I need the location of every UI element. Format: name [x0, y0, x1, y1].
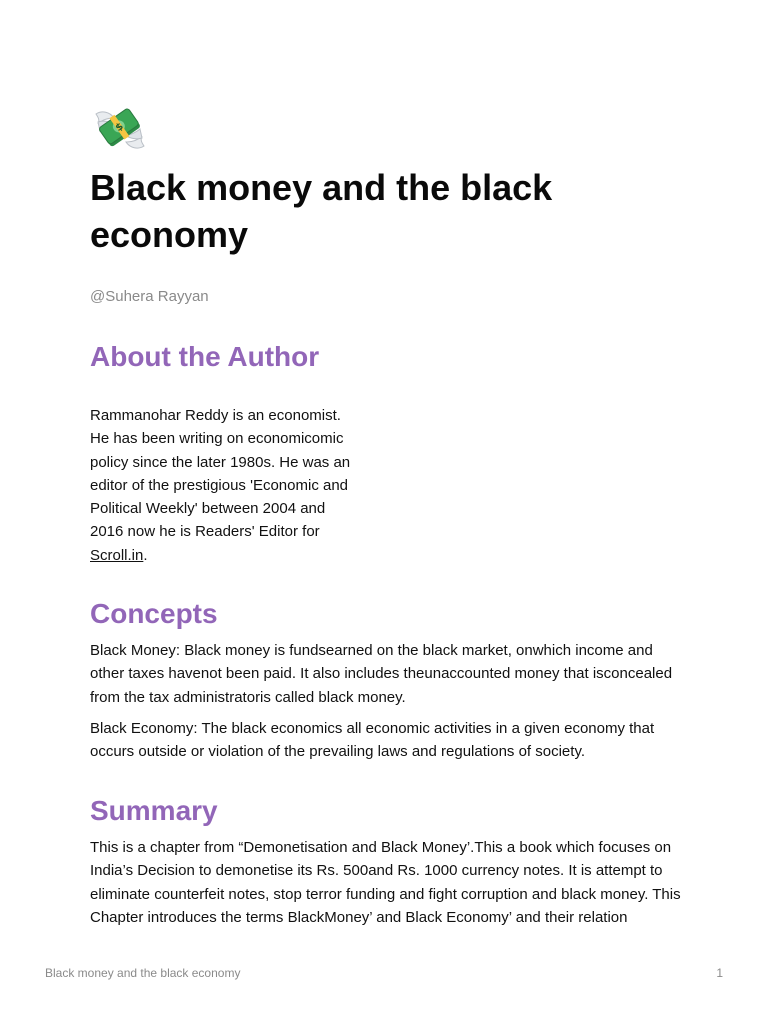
- concept-black-economy: Black Economy: The black economics all economic activities in a given economy that occurs outside or violation of the prevailing laws and regulations of society.: [90, 720, 655, 761]
- summary-paragraph: This is a chapter from “Demonetisation and Black Money’.This a book which focuses on India’s Decision to demonetise its Rs. 500and Rs. 1000 currency notes. It is attempt to eliminate counterfeit notes, stop terror funding and fight corruption and black money. This Chapter introduces the terms BlackMoney’ and Black Economy’ and their relation: [90, 839, 681, 926]
- about-heading: About the Author: [90, 341, 320, 372]
- money-with-wings-icon: [92, 100, 148, 156]
- svg-text:$: $: [113, 121, 126, 135]
- about-paragraph: [90, 404, 352, 567]
- summary-heading: Summary: [90, 795, 218, 826]
- page-title: Black money and the black economy: [90, 167, 553, 255]
- concept-black-money: Black Money: Black money is fundsearned on the black market, onwhich income and other taxes havenot been paid. It also includes theunaccounted money that isconcealed from the tax administratoris called black money.: [90, 642, 673, 706]
- about-text-end: .: [143, 546, 148, 564]
- concepts-heading: Concepts: [90, 598, 218, 629]
- scroll-in-link[interactable]: Scroll.in: [90, 546, 144, 564]
- author-mention[interactable]: @Suhera Rayyan: [90, 288, 209, 305]
- about-text: Rammanohar Reddy is an economist. He has been writing on economicomic policy since the later 1980s. He was an editor of the prestigious 'Economic and Political Weekly' between 2004 and 2016 now he is Readers' Editor for: [90, 407, 351, 541]
- footer-page-number: 1: [716, 966, 723, 980]
- footer-doc-title: Black money and the black economy: [45, 966, 241, 980]
